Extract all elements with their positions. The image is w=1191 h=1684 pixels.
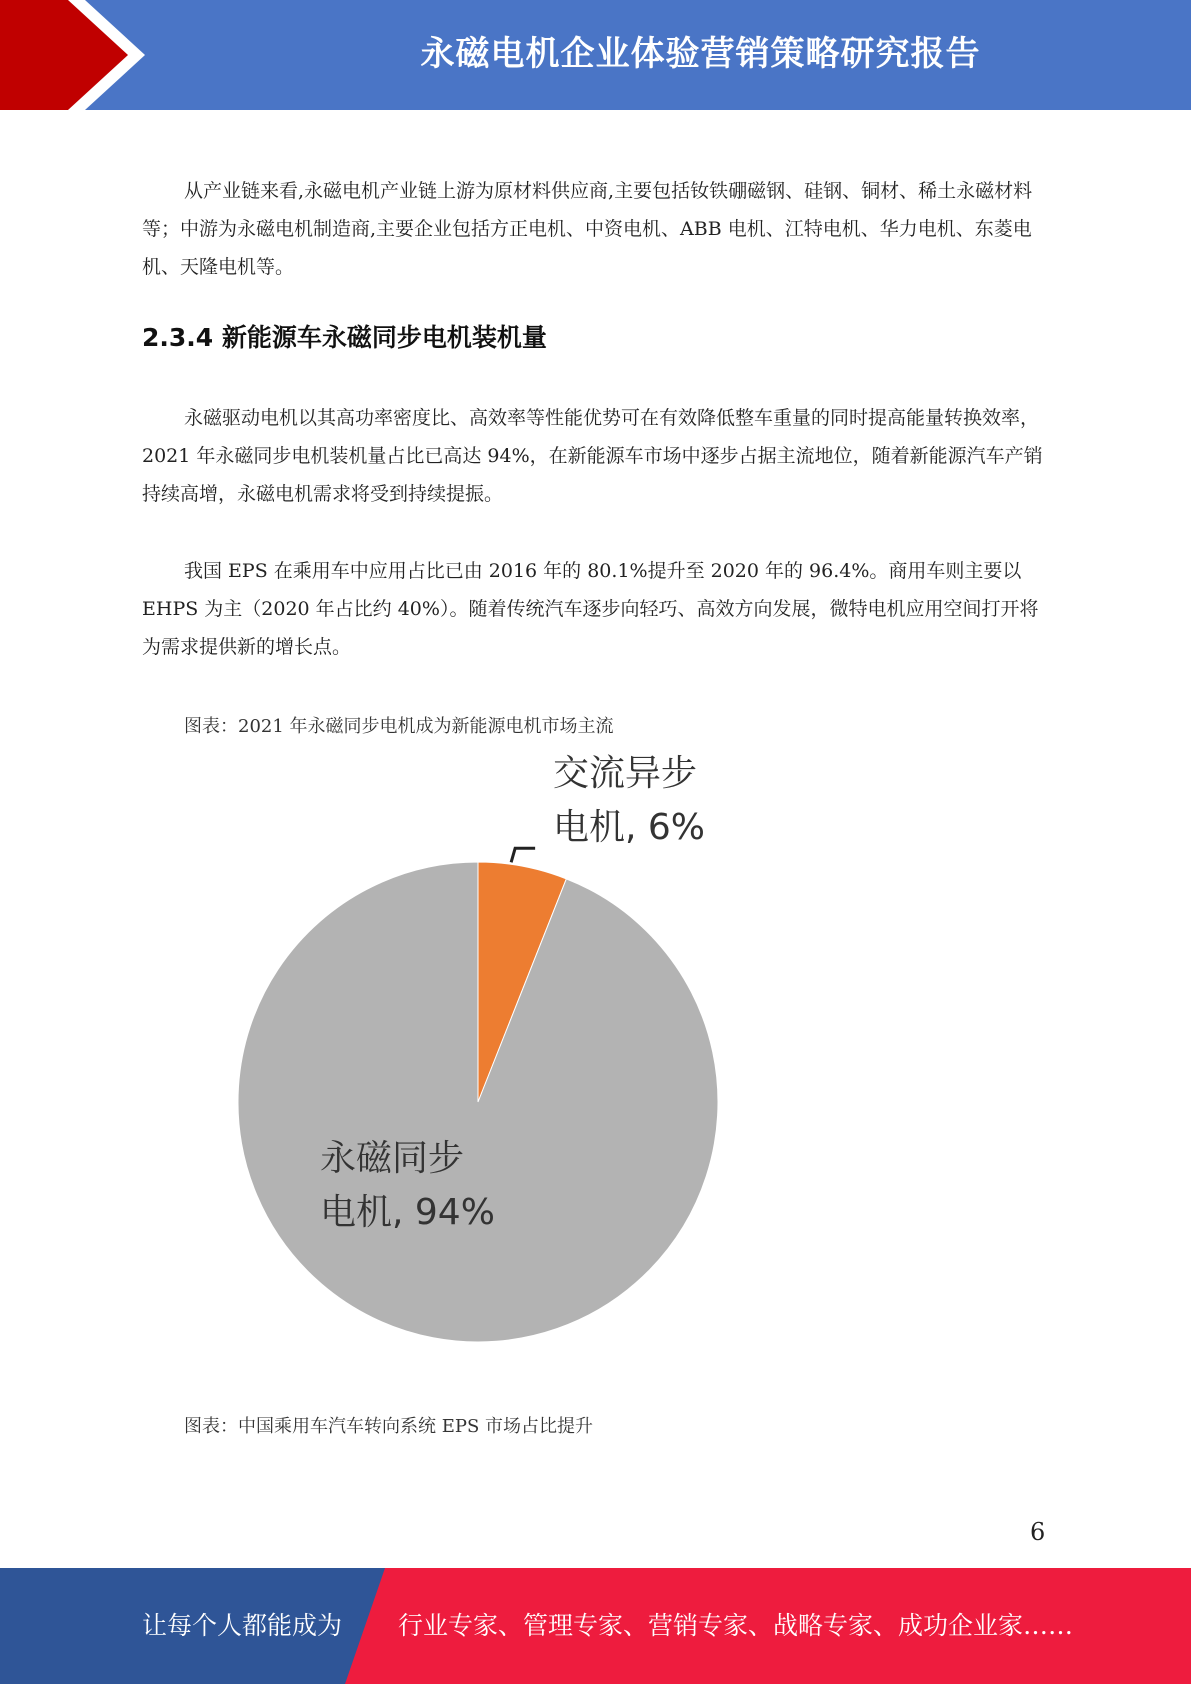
paragraph-permanent-magnet: 永磁驱动电机以其高功率密度比、高效率等性能优势可在有效降低整车重量的同时提高能量转换效率，2021 年永磁同步电机装机量占比已高达 94%，在新能源车市场中逐步占据主流地位，随着新能源汽车产销持续高增，永磁电机需求将受到持续提振。 — [142, 407, 1043, 505]
header-banner — [0, 0, 1191, 110]
pie-slice-1 — [238, 862, 718, 1342]
pie-label-0-line1: 交流异步 — [553, 753, 698, 794]
pie-chart-svg — [220, 740, 760, 1360]
report-title: 永磁电机企业体验营销策略研究报告 — [420, 34, 981, 74]
header-chevron-decoration — [0, 0, 150, 110]
footer-slogan-right: 行业专家、管理专家、营销专家、战略专家、成功企业家…… — [398, 1611, 1074, 1640]
footer-slogan-left: 让每个人都能成为 — [142, 1611, 343, 1640]
pie-label-1-line2: 电机, 94% — [320, 1192, 495, 1233]
paragraph-industry-chain: 从产业链来看,永磁电机产业链上游为原材料供应商,主要包括钕铁硼磁钢、硅钢、铜材、稀土永磁材料等；中游为永磁电机制造商,主要企业包括方正电机、中资电机、ABB 电机、江特电机、华力电机、东菱电机、天隆电机等。 — [142, 180, 1033, 278]
chart-caption-1: 图表：2021 年永磁同步电机成为新能源电机市场主流 — [184, 716, 614, 737]
pie-chart — [220, 740, 760, 1360]
footer-banner — [0, 1568, 1191, 1684]
pie-label-1-line1: 永磁同步 — [320, 1138, 465, 1179]
section-heading: 2.3.4 新能源车永磁同步电机装机量 — [142, 323, 547, 352]
paragraph-eps: 我国 EPS 在乘用车中应用占比已由 2016 年的 80.1%提升至 2020 年的 96.4%。商用车则主要以 EHPS 为主（2020 年占比约 40%）。随着传统汽车逐步向轻巧、高效方向发展，微特电机应用空间打开将为需求提供新的增长点。 — [142, 560, 1039, 658]
pie-label-0-line2: 电机, 6% — [553, 807, 705, 848]
chart-caption-2: 图表：中国乘用车汽车转向系统 EPS 市场占比提升 — [184, 1416, 594, 1437]
pie-leader-line — [511, 848, 535, 862]
page-number: 6 — [1030, 1518, 1046, 1546]
